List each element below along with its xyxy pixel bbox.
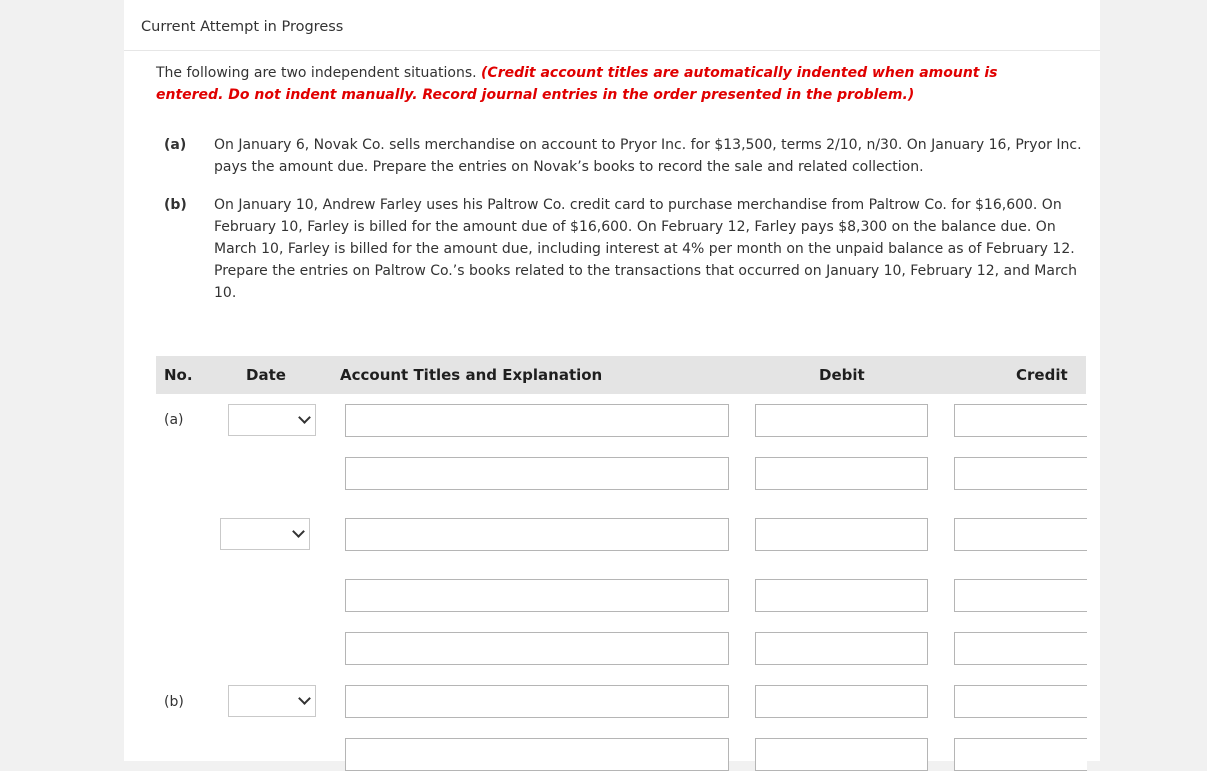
account-title-input[interactable] — [345, 404, 729, 437]
date-select[interactable] — [220, 518, 310, 550]
account-title-input[interactable] — [345, 579, 729, 612]
header-debit: Debit — [819, 366, 865, 384]
chevron-down-icon — [298, 692, 311, 705]
account-title-input[interactable] — [345, 738, 729, 771]
credit-input[interactable] — [954, 579, 1087, 612]
credit-input[interactable] — [954, 404, 1087, 437]
account-title-input[interactable] — [345, 457, 729, 490]
account-title-input[interactable] — [345, 518, 729, 551]
account-title-input[interactable] — [345, 685, 729, 718]
row-label-b: (b) — [164, 694, 184, 710]
attempt-status: Current Attempt in Progress — [141, 19, 344, 35]
header-account: Account Titles and Explanation — [340, 366, 603, 384]
instructions-intro: The following are two independent situations. — [156, 65, 477, 81]
debit-input[interactable] — [755, 404, 928, 437]
problem-panel — [124, 0, 1100, 761]
credit-input[interactable] — [954, 632, 1087, 665]
situation-label: (a) — [164, 137, 187, 153]
credit-input[interactable] — [954, 685, 1087, 718]
debit-input[interactable] — [755, 685, 928, 718]
situation-text: On January 10, Andrew Farley uses his Paltrow Co. credit card to purchase merchandise from Paltrow Co. for $16,600. On February 10, Farley is billed for the amount due of $16,600. On February 12, Farley pays $8,300 on the balance due. On March 10, Farley is billed for the amount due, including interest at 4% per month on the unpaid balance as of February 12. Prepare the entries on Paltrow Co.’s books related to the transactions that occurred on January 10, February 12, and March 10. — [214, 197, 1077, 301]
credit-input[interactable] — [954, 518, 1087, 551]
credit-input[interactable] — [954, 457, 1087, 490]
row-label-a: (a) — [164, 412, 184, 428]
chevron-down-icon — [292, 525, 305, 538]
header-no: No. — [164, 366, 193, 384]
account-title-input[interactable] — [345, 632, 729, 665]
situation-label: (b) — [164, 197, 187, 213]
header-credit: Credit — [1016, 366, 1068, 384]
header-date: Date — [246, 366, 286, 384]
debit-input[interactable] — [755, 632, 928, 665]
debit-input[interactable] — [755, 579, 928, 612]
date-select[interactable] — [228, 685, 316, 717]
journal-table-header — [156, 356, 1086, 394]
divider — [124, 50, 1100, 51]
instructions — [156, 62, 1056, 106]
situation-text: On January 6, Novak Co. sells merchandise on account to Pryor Inc. for $13,500, terms 2/10, n/30. On January 16, Pryor Inc. pays the amount due. Prepare the entries on Novak’s books to record the sale and related collection. — [214, 137, 1082, 175]
date-select[interactable] — [228, 404, 316, 436]
debit-input[interactable] — [755, 738, 928, 771]
debit-input[interactable] — [755, 457, 928, 490]
credit-input[interactable] — [954, 738, 1087, 771]
instructions-note: (Credit account titles are automatically indented when amount is entered. Do not indent manually. Record journal entries in the order presented in the problem.) — [156, 65, 998, 103]
chevron-down-icon — [298, 411, 311, 424]
debit-input[interactable] — [755, 518, 928, 551]
